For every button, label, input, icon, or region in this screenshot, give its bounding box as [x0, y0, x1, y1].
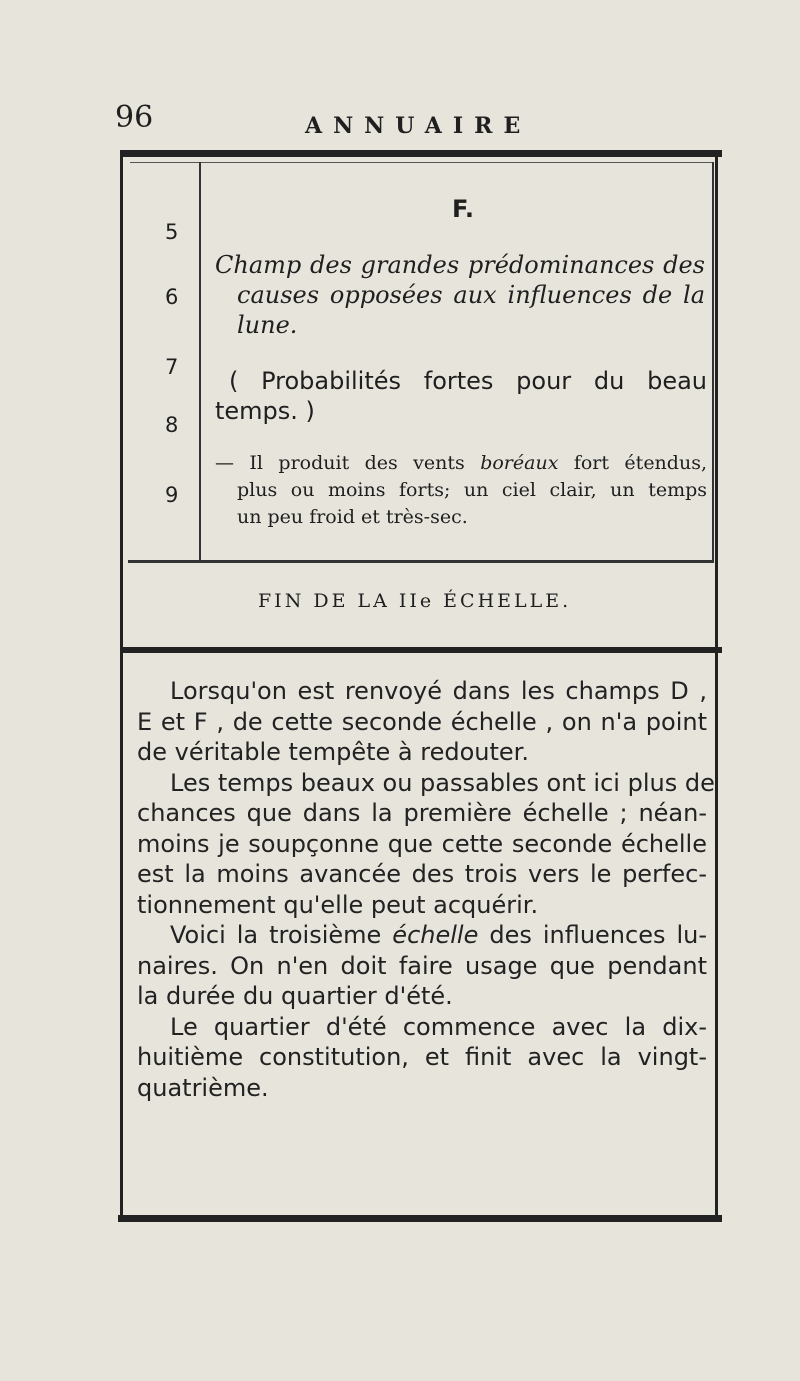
body-line: chances que dans la première échelle ; néan- [137, 799, 707, 827]
constitution-number: 9 [165, 483, 179, 507]
field-title-line: lune. [237, 311, 298, 339]
body-line: naires. On n'en doit faire usage que pendant [137, 951, 707, 980]
constitution-number: 5 [165, 220, 179, 244]
description-line: plus ou moins forts; un ciel clair, un temps [237, 479, 707, 501]
description-line [215, 450, 707, 477]
page-number: 96 [115, 100, 154, 135]
description-text: — Il produit des vents [215, 452, 481, 474]
description-italic: boréaux [480, 452, 559, 474]
field-title-line: causes opposées aux influences de la [237, 281, 705, 309]
constitution-number: 8 [165, 413, 179, 437]
middle-rule [120, 647, 722, 653]
body-line: quatrième. [137, 1073, 269, 1102]
table-top-border [130, 162, 714, 163]
field-title-line: Champ des grandes prédominances des [215, 251, 705, 279]
running-head: ANNUAIRE [305, 113, 532, 139]
body-line: la durée du quartier d'été. [137, 982, 453, 1010]
constitution-number: 7 [165, 355, 179, 379]
probability-line: temps. ) [215, 397, 315, 425]
body-line: huitième constitution, et finit avec la vingt- [137, 1043, 707, 1071]
constitution-number: 6 [165, 285, 179, 309]
bottom-rule [118, 1215, 722, 1222]
section-heading: F. [452, 195, 474, 223]
probability-line: ( Probabilités fortes pour du beau [229, 367, 707, 395]
end-of-scale-note: FIN DE LA IIe ÉCHELLE. [258, 590, 572, 612]
body-line: tionnement qu'elle peut acquérir. [137, 890, 539, 919]
table-column-separator [199, 162, 201, 562]
table-right-border [712, 162, 714, 562]
field-description [215, 450, 707, 531]
body-line [137, 920, 707, 951]
field-title [215, 250, 705, 340]
body-line: de véritable tempête à redouter. [137, 738, 529, 766]
body-line: E et F , de cette seconde échelle , on n'a point [137, 707, 707, 736]
body-text: Voici la troisième [170, 921, 393, 949]
body-line: moins je soupçonne que cette seconde échelle [137, 829, 707, 858]
description-text: fort étendus, [558, 452, 707, 474]
body-line: Le quartier d'été commence avec la dix- [170, 1012, 707, 1041]
table-bottom-border [128, 560, 714, 563]
body-line: Les temps beaux ou passables ont ici plus de [170, 768, 715, 797]
body-paragraphs [137, 676, 715, 1103]
body-italic: échelle [392, 921, 479, 949]
body-text: des influences lu- [478, 921, 707, 949]
probability-note [215, 366, 707, 426]
description-line: un peu froid et très-sec. [237, 506, 468, 528]
body-line: est la moins avancée des trois vers le perfec- [137, 860, 707, 888]
body-line: Lorsqu'on est renvoyé dans les champs D , [170, 677, 707, 705]
